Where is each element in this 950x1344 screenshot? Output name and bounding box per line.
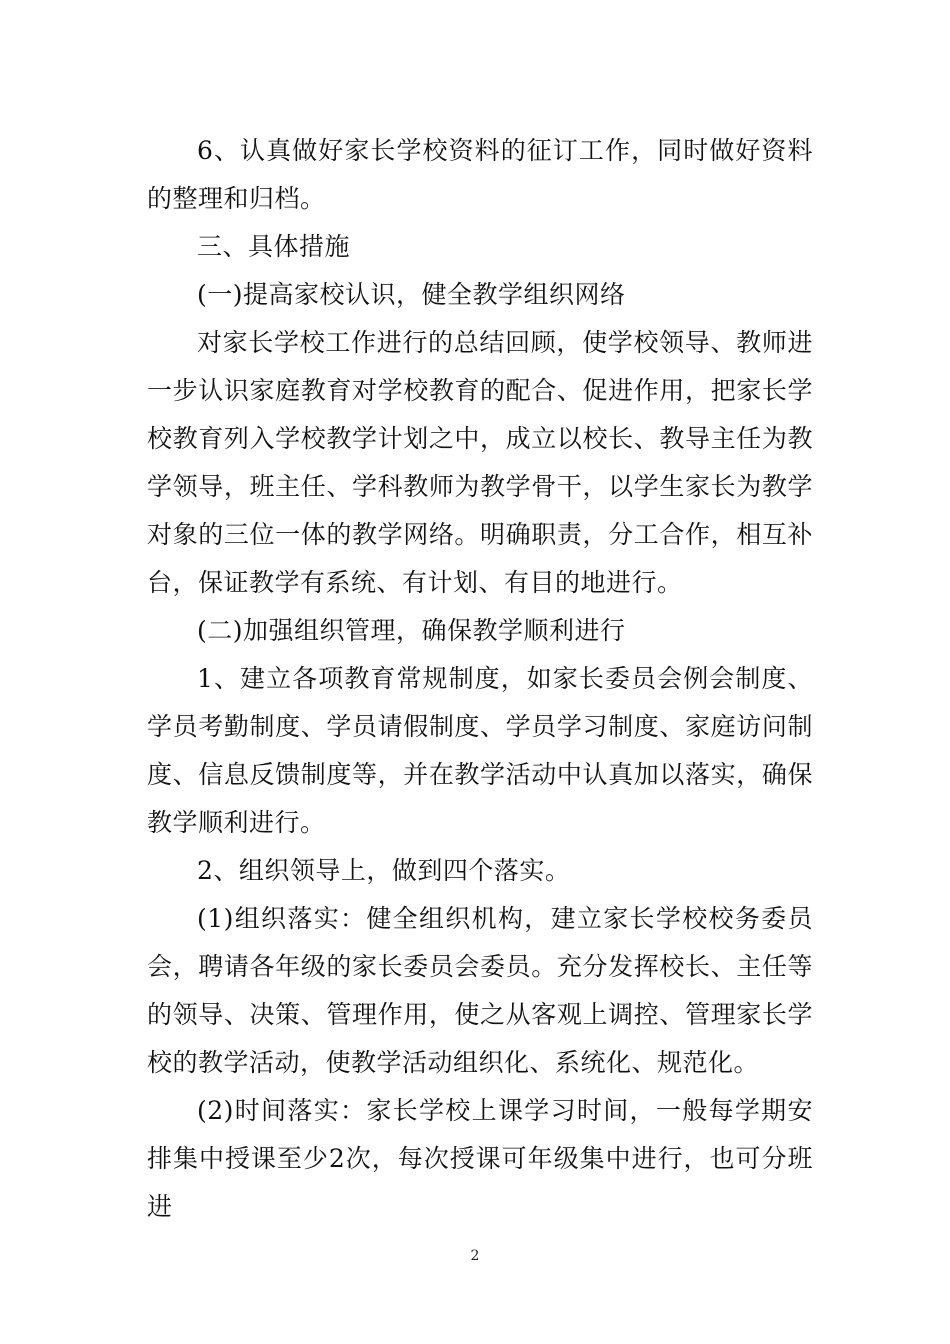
- paragraph: 2、组织领导上，做到四个落实。: [197, 856, 571, 885]
- document-body: [147, 127, 813, 1231]
- paragraph: (1)组织落实：健全组织机构，建立家长学校校务委员会，聘请各年级的家长委员会委员。充分发挥校长、主任等的领导、决策、管理作用，使之从客观上调控、管理家长学校的教学活动，使教学活动组织化、系统化、规范化。: [147, 904, 813, 1077]
- paragraph: 对家长学校工作进行的总结回顾，使学校领导、教师进一步认识家庭教育对学校教育的配合、促进作用，把家长学校教育列入学校教学计划之中，成立以校长、教导主任为教学领导，班主任、学科教师为教学骨干，以学生家长为教学对象的三位一体的教学网络。明确职责，分工合作，相互补台，保证教学有系统、有计划、有目的地进行。: [147, 328, 813, 597]
- page-number: 2: [470, 1248, 480, 1264]
- subsection-heading: (一)提高家校认识，健全教学组织网络: [197, 280, 626, 309]
- paragraph: 1、建立各项教育常规制度，如家长委员会例会制度、学员考勤制度、学员请假制度、学员学习制度、家庭访问制度、信息反馈制度等，并在教学活动中认真加以落实，确保教学顺利进行。: [147, 664, 813, 837]
- paragraph: 6、认真做好家长学校资料的征订工作，同时做好资料的整理和归档。: [147, 136, 813, 213]
- subsection-heading: (二)加强组织管理，确保教学顺利进行: [197, 616, 626, 645]
- section-heading: 三、具体措施: [197, 232, 351, 261]
- paragraph: (2)时间落实：家长学校上课学习时间，一般每学期安排集中授课至少2次，每次授课可年级集中进行，也可分班进: [147, 1096, 813, 1221]
